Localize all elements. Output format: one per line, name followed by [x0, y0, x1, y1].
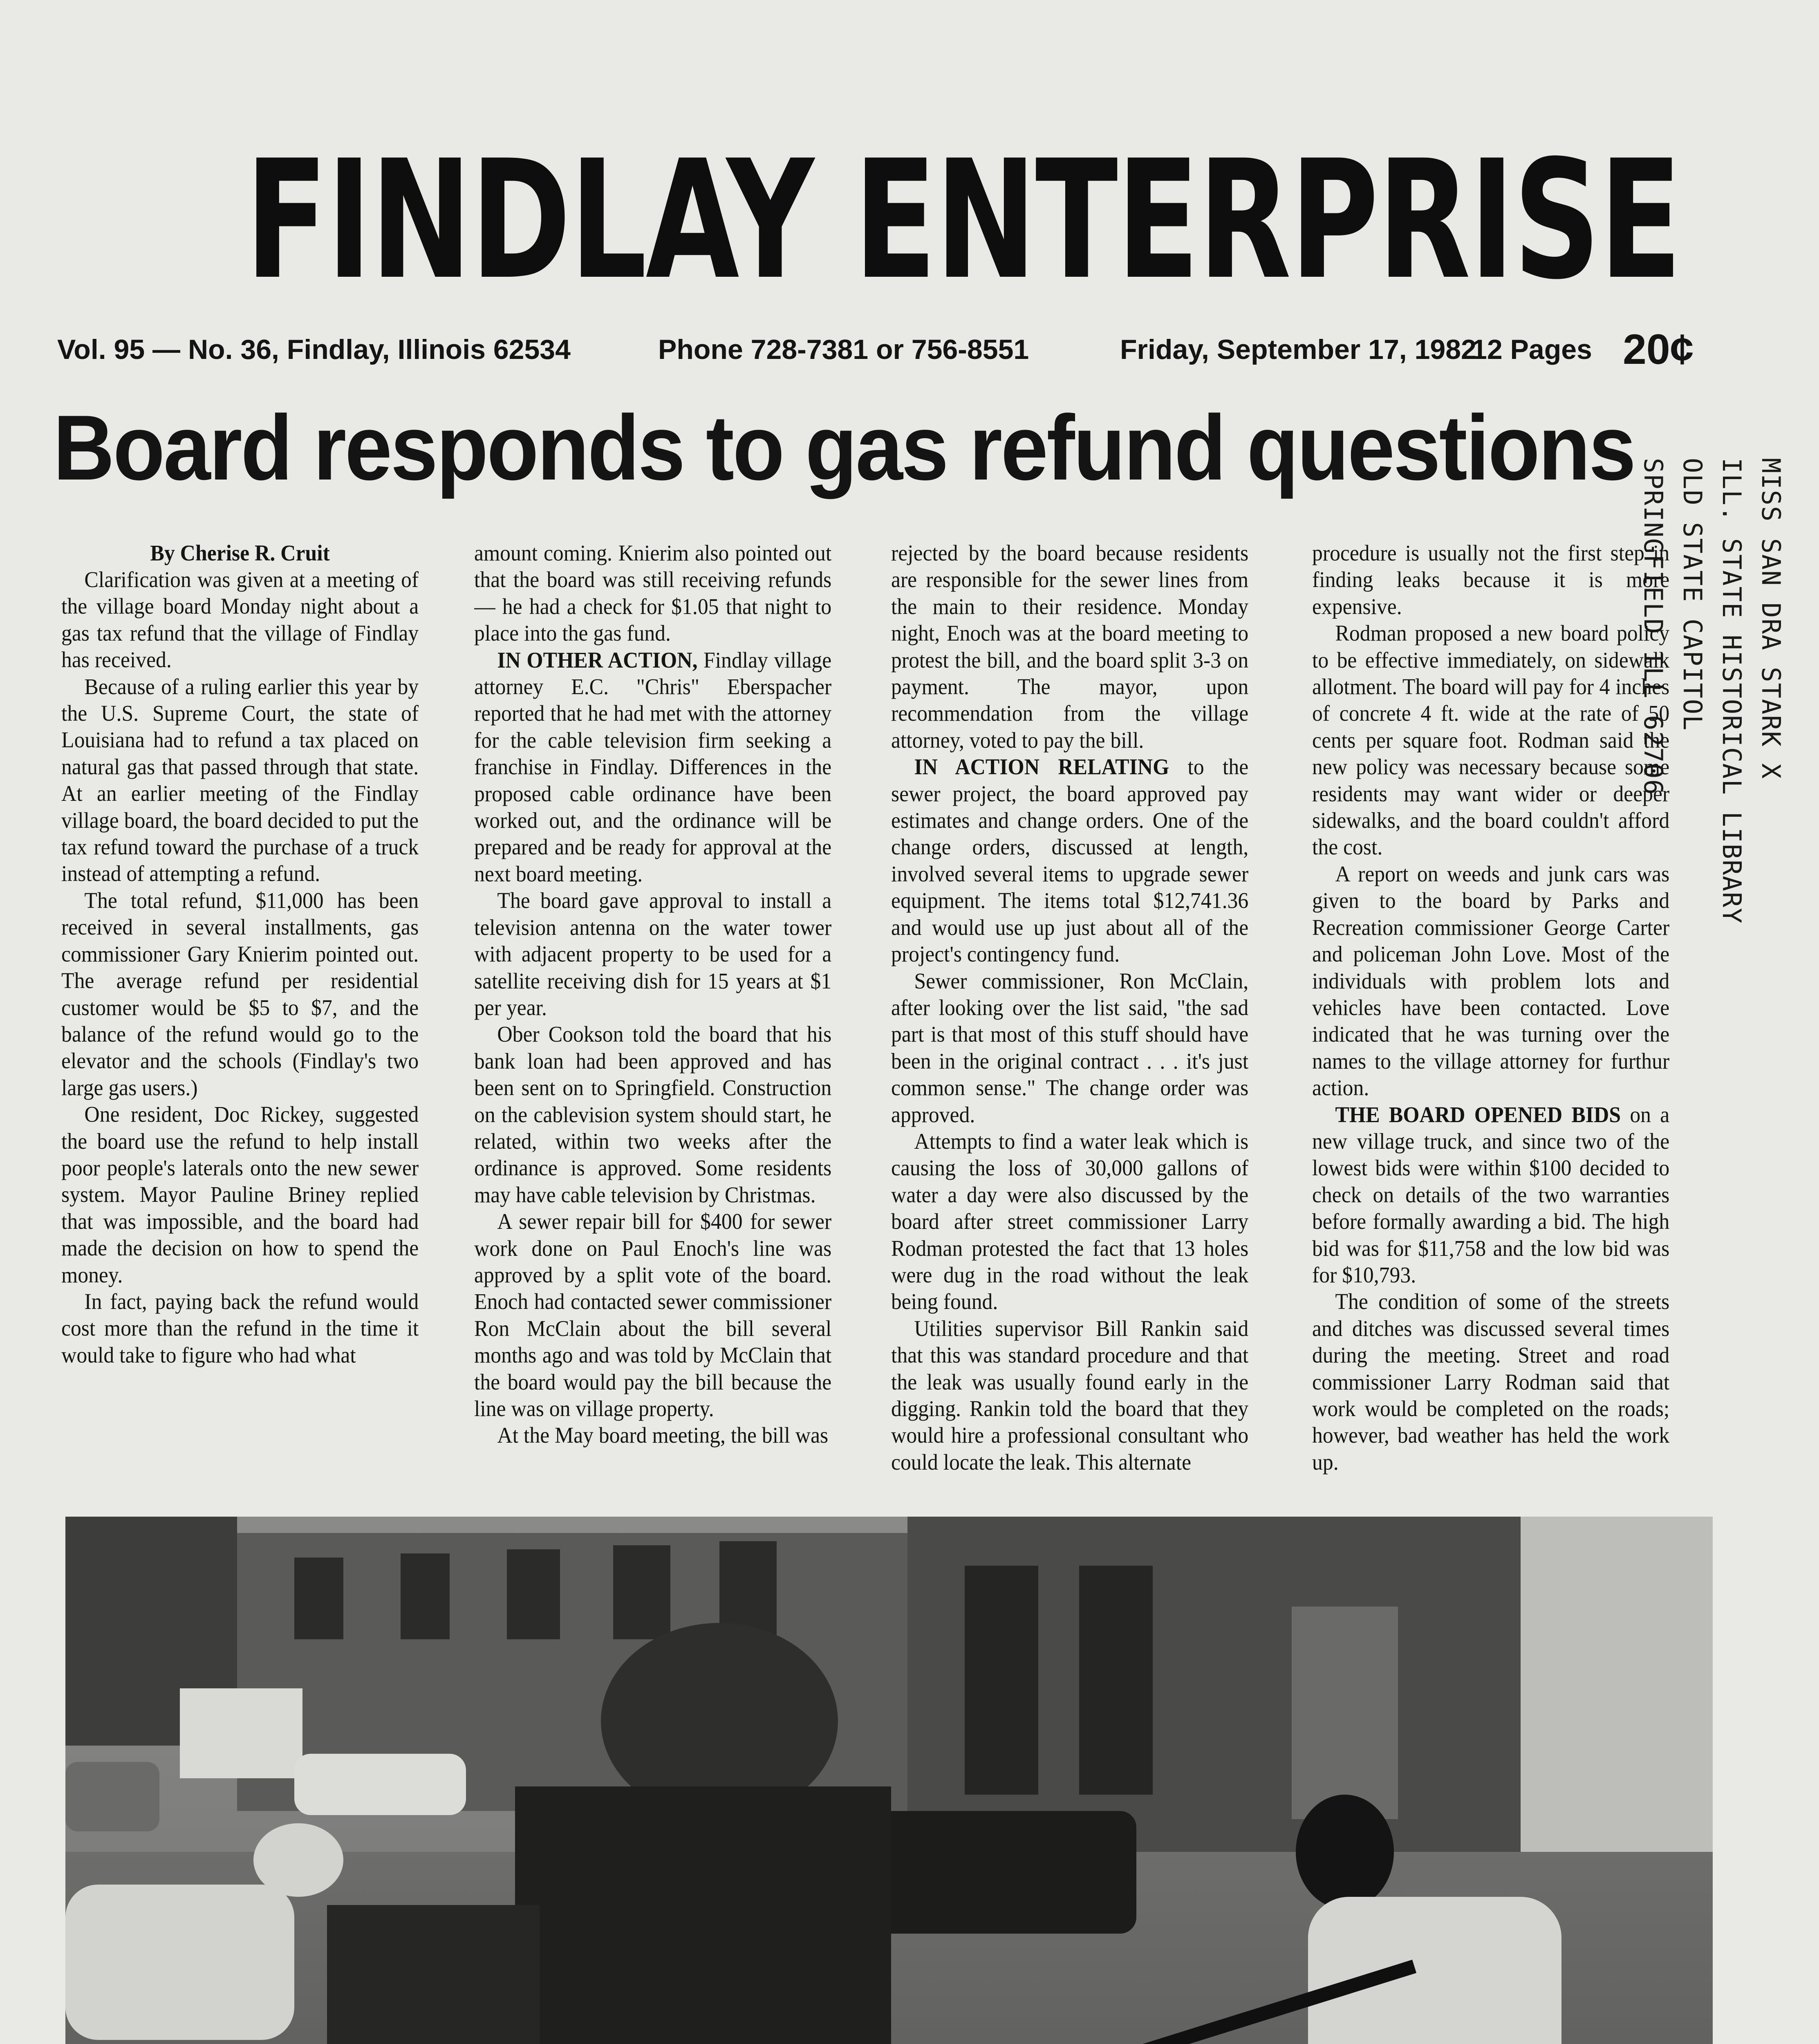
mailing-address-label [1638, 458, 1790, 1042]
issue-date: Friday, September 17, 1982 [1120, 334, 1476, 365]
paragraph: The total refund, $11,000 has been received in several installments, gas commissioner Gary Knierim pointed out. The average refund per residential customer would be $5 to $7, and the balance of the refund would go to the elevator and the schools (Findlay's two large gas users.) [61, 888, 419, 1100]
byline: By Cherise R. Cruit [150, 540, 330, 565]
photo-illustration [65, 1517, 1713, 2044]
paragraph: Ober Cookson told the board that his bank loan had been approved and has been sent on to Springfield. Construction on the cablevision system should start, he related, within two weeks after the ordinance is approved. Some residents may have cable television by Christmas. [474, 1022, 832, 1207]
tractor-wheel [327, 1905, 540, 2044]
parked-car-left [65, 1762, 159, 1831]
address-line: MISS SAN DRA STARK X [1756, 458, 1786, 780]
masthead-info-bar [57, 326, 1694, 373]
paragraph: Rodman proposed a new board policy to be effective immediately, on sidewalk allotment. The board will pay for 4 inches of concrete 4 ft. wide at the rate of 50 cents per square foot. Rodman said the new policy was necessary because some residents may want wider or deeper sidewalks, and the board couldn't afford the cost. [1312, 621, 1670, 860]
article-column-1 [61, 540, 419, 1492]
paragraph: IN ACTION RELATING to the sewer project, the board approved pay estimates and change orders. One of the change orders, discussed at length, involved several items to upgrade sewer equipment. The items total $12,741.36 and would use up just about all of the project's contingency fund. [891, 754, 1249, 967]
paragraph: The board gave approval to install a television antenna on the water tower with adjacent property to be used for a satellite receiving dish for 15 years at $1 per year. [474, 888, 832, 1020]
paragraph: In fact, paying back the refund would cost more than the refund in the time it would take to figure who had what [61, 1289, 419, 1367]
paragraph: THE BOARD OPENED BIDS on a new village truck, and since two of the lowest bids were within $100 decided to check on details of the two warranties before formally awarding a bid. The high bid was for $11,758 and the low bid was for $10,793. [1312, 1102, 1670, 1287]
paragraph: Attempts to find a water leak which is causing the loss of 30,000 gallons of water a day were also discussed by the board after street commissioner Larry Rodman protested the fact that 13 holes were dug in the road without the leak being found. [891, 1128, 1249, 1314]
paragraph: Because of a ruling earlier this year by the U.S. Supreme Court, the state of Louisiana had to refund a tax placed on natural gas that passed through that state. At an earlier meeting of the Findlay village board, the board decided to put the tax refund toward the purchase of a truck instead of attempting a refund. [61, 674, 419, 886]
faint-bleed-through-header [286, 8, 1717, 41]
paragraph: Sewer commissioner, Ron McClain, after looking over the list said, "the sad part is that most of this stuff should have been in the original contract . . . it's just common sense." The change order was approved. [891, 968, 1249, 1127]
tractor-body [515, 1786, 891, 2044]
article-column-2 [474, 540, 831, 1492]
volume-info: Vol. 95 — No. 36, Findlay, Illinois 62534 [57, 334, 571, 365]
address-line: SPRINGFIELD ILL 62706 [1638, 458, 1668, 796]
section-lead-in: IN ACTION RELATING [914, 754, 1169, 780]
paragraph: Clarification was given at a meeting of the village board Monday night about a gas tax refund that the village of Findlay has received. [61, 567, 419, 672]
article-column-4 [1312, 540, 1669, 1492]
price: 20¢ [1623, 326, 1694, 373]
paragraph: The condition of some of the streets and ditches was discussed several times during the meeting. Street and road commissioner Larry Rodman said that work would be completed on the roads; however, bad weather has held the work up. [1312, 1289, 1670, 1475]
paragraph: rejected by the board because residents are responsible for the sewer lines from the main to their residence. Monday night, Enoch was at the board meeting to protest the bill, and the board split 3-3 on payment. The mayor, upon recommendation from the village attorney, voted to pay the bill. [891, 540, 1249, 753]
headline: Board responds to gas refund questions [53, 396, 1635, 499]
paragraph: One resident, Doc Rickey, suggested the board use the refund to help install poor people's laterals onto the new sewer system. Mayor Pauline Briney replied that was impossible, and the board had made the decision on how to spend the money. [61, 1102, 419, 1287]
parked-car [294, 1754, 466, 1815]
paragraph: Utilities supervisor Bill Rankin said that this was standard procedure and that the leak was usually found early in the digging. Rankin told the board that they would hire a professional consultant who could locate the leak. This alternate [891, 1316, 1249, 1475]
paragraph: procedure is usually not the first step in finding leaks because it is more expensive. [1312, 540, 1670, 619]
paragraph: At the May board meeting, the bill was [497, 1423, 829, 1448]
news-photo-workers-filling-holes [65, 1517, 1713, 2044]
page-count: 12 Pages [1472, 334, 1592, 365]
article-column-3 [891, 540, 1248, 1492]
paragraph: A report on weeds and junk cars was given to the board by Parks and Recreation commissioner George Carter and policeman John Love. Most of the individuals with problem lots and vehicles have been contacted. Love indicated that he was turning over the names to the village attorney for furthur action. [1312, 861, 1670, 1100]
address-line: ILL. STATE HISTORICAL LIBRARY [1717, 458, 1747, 924]
address-line: OLD STATE CAPITOL [1678, 458, 1707, 731]
phone-info: Phone 728-7381 or 756-8551 [658, 334, 1029, 365]
storefront-sign [180, 1688, 302, 1778]
paragraph: IN OTHER ACTION, Findlay village attorney E.C. "Chris" Eberspacher reported that he had met with the attorney for the cable television firm seeking a franchise in Findlay. Differences in the proposed cable ordinance have been worked out, and the ordinance will be prepared and be ready for approval at the next board meeting. [474, 647, 832, 886]
paragraph: A sewer repair bill for $400 for sewer work done on Paul Enoch's line was approved by a split vote of the board. Enoch had contacted sewer commissioner Ron McClain about the bill several months ago and was told by McClain that the board would pay the bill because the line was on village property. [474, 1209, 832, 1421]
section-lead-in: THE BOARD OPENED BIDS [1335, 1102, 1621, 1127]
paragraph: amount coming. Knierim also pointed out that the board was still receiving refunds — he had a check for $1.05 that night to place into the gas fund. [474, 540, 832, 646]
section-lead-in: IN OTHER ACTION, [497, 647, 698, 672]
masthead-title: FINDLAY ENTERPRISE [245, 126, 1681, 316]
